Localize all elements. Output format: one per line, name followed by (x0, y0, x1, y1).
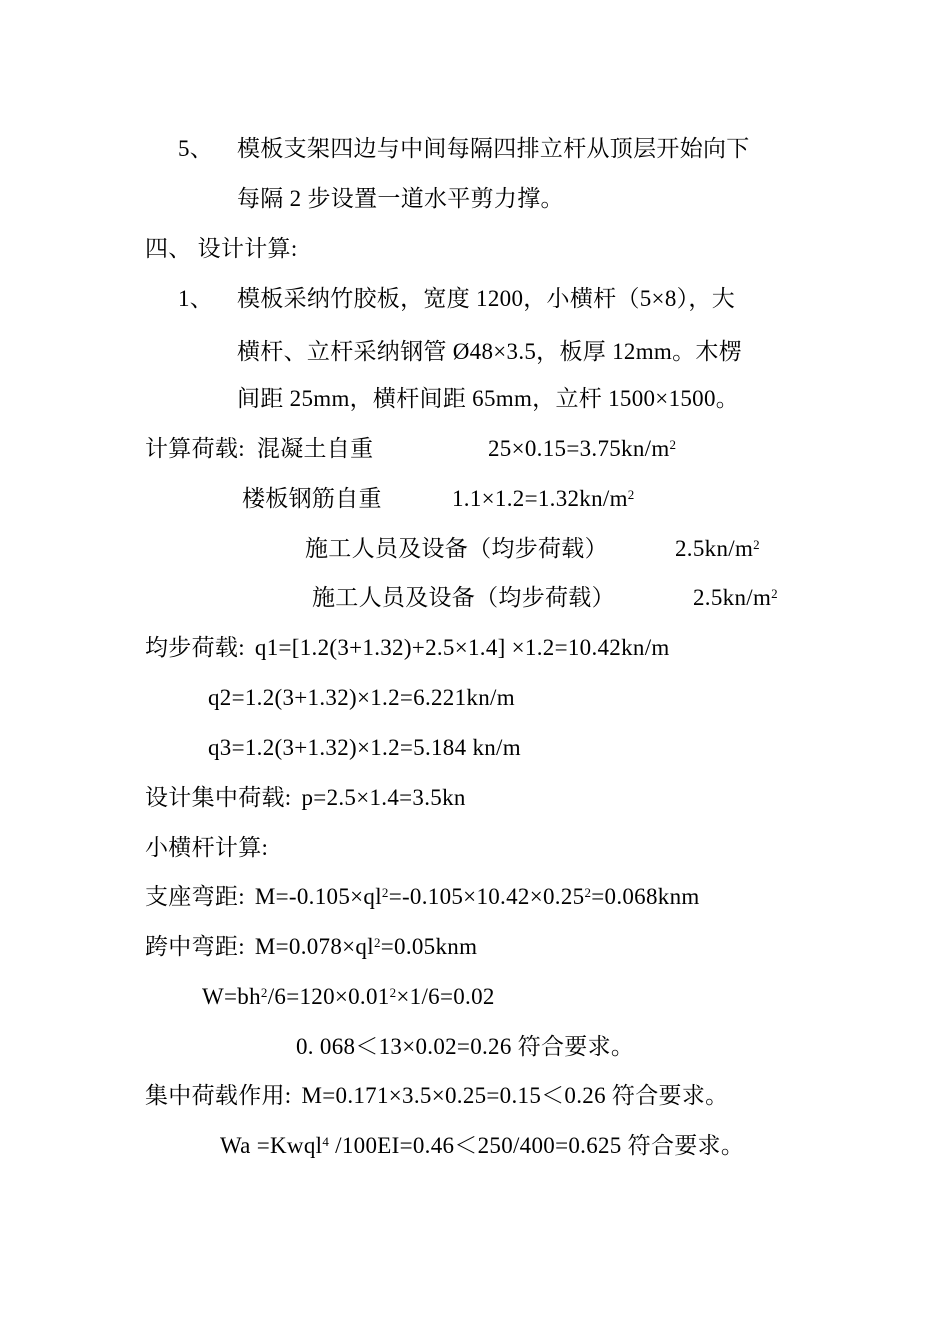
mid-moment-line (145, 932, 477, 962)
strength-check: 0. 068＜13×0.02=0.26 符合要求。 (296, 1034, 635, 1059)
item1-line1: 模板采纳竹胶板，宽度 1200，小横杆（5×8），大 (237, 286, 736, 311)
loads-title: 计算荷载: (145, 436, 245, 461)
uniform-q3: q3=1.2(3+1.32)×1.2=5.184 kn/m (208, 735, 521, 760)
rebar-expr-text: 1.1×1.2=1.32kn/m (452, 486, 628, 511)
deflection-line (220, 1131, 744, 1161)
worker-sup-1: 2 (753, 537, 760, 552)
item5-line2: 每隔 2 步设置一道水平剪力撑。 (237, 186, 564, 211)
worker-expr-1 (675, 534, 760, 564)
w-expr-b: /6=120×0.01 (267, 984, 390, 1009)
conc-action-label: 集中荷载作用: (145, 1083, 292, 1108)
concentrated-expr: p=2.5×1.4=3.5kn (301, 785, 466, 810)
uniform-q1: q1=[1.2(3+1.32)+2.5×1.4] ×1.2=10.42kn/m (254, 635, 670, 660)
w-sup-b: 2 (389, 985, 397, 1000)
item1-line2: 横杆、立杆采纳钢管 Ø48×3.5，板厚 12mm。木楞 (237, 339, 743, 364)
concrete-expr-text: 25×0.15=3.75kn/m (488, 436, 670, 461)
item5-number: 5、 (178, 136, 214, 161)
rebar-sup: 2 (627, 487, 635, 502)
concentrated-line (145, 783, 466, 813)
support-sup-b: 2 (584, 885, 592, 900)
item1-line3: 间距 25mm，横杆间距 65mm，立杆 1500×1500。 (237, 386, 740, 411)
deflection-sup: 4 (322, 1134, 330, 1149)
rebar-expr (452, 484, 635, 514)
uniform-q2: q2=1.2(3+1.32)×1.2=6.221kn/m (208, 685, 515, 710)
w-sup-a: 2 (260, 985, 268, 1000)
support-moment-line (145, 882, 700, 912)
rebar-label: 楼板钢筋自重 (242, 486, 382, 511)
support-sup-a: 2 (381, 885, 389, 900)
uniform-q1-line (145, 633, 670, 663)
loads-label (145, 434, 373, 464)
concrete-expr (488, 434, 676, 464)
item1-number: 1、 (178, 286, 214, 311)
item5-line1: 模板支架四边与中间每隔四排立杆从顶层开始向下 (237, 136, 750, 161)
conc-action-expr: M=0.171×3.5×0.25=0.15＜0.26 符合要求。 (301, 1083, 729, 1108)
deflection-expr-b: /100EI=0.46＜250/400=0.625 符合要求。 (329, 1133, 745, 1158)
support-label: 支座弯距: (145, 884, 245, 909)
concentrated-label: 设计集中荷载: (145, 785, 292, 810)
concrete-label: 混凝土自重 (256, 436, 374, 461)
mid-sup: 2 (373, 935, 381, 950)
support-expr-b: =-0.105×10.42×0.25 (388, 884, 585, 909)
mid-expr-a: M=0.078×ql (254, 934, 374, 959)
worker-expr-1-text: 2.5kn/m (675, 536, 754, 561)
worker-expr-2-text: 2.5kn/m (693, 585, 772, 610)
conc-action-line (145, 1081, 728, 1111)
worker-expr-2 (693, 583, 778, 613)
w-expr-a: W=bh (202, 984, 261, 1009)
worker-sup-2: 2 (771, 586, 778, 601)
deflection-expr-a: Wa =Kwql (220, 1133, 323, 1158)
concrete-sup: 2 (669, 437, 677, 452)
support-expr-c: =0.068knm (591, 884, 700, 909)
w-expr-c: ×1/6=0.02 (396, 984, 495, 1009)
section-modulus-line (202, 982, 495, 1012)
mid-label: 跨中弯距: (145, 934, 245, 959)
small-bar-title: 小横杆计算: (145, 835, 269, 860)
worker-label-2: 施工人员及设备（均步荷载） (312, 585, 615, 610)
mid-expr-b: =0.05knm (380, 934, 478, 959)
worker-label-1: 施工人员及设备（均步荷载） (305, 536, 608, 561)
support-expr-a: M=-0.105×ql (254, 884, 382, 909)
uniform-label: 均步荷载: (145, 635, 245, 660)
section4-title: 四、 设计计算: (145, 236, 298, 261)
